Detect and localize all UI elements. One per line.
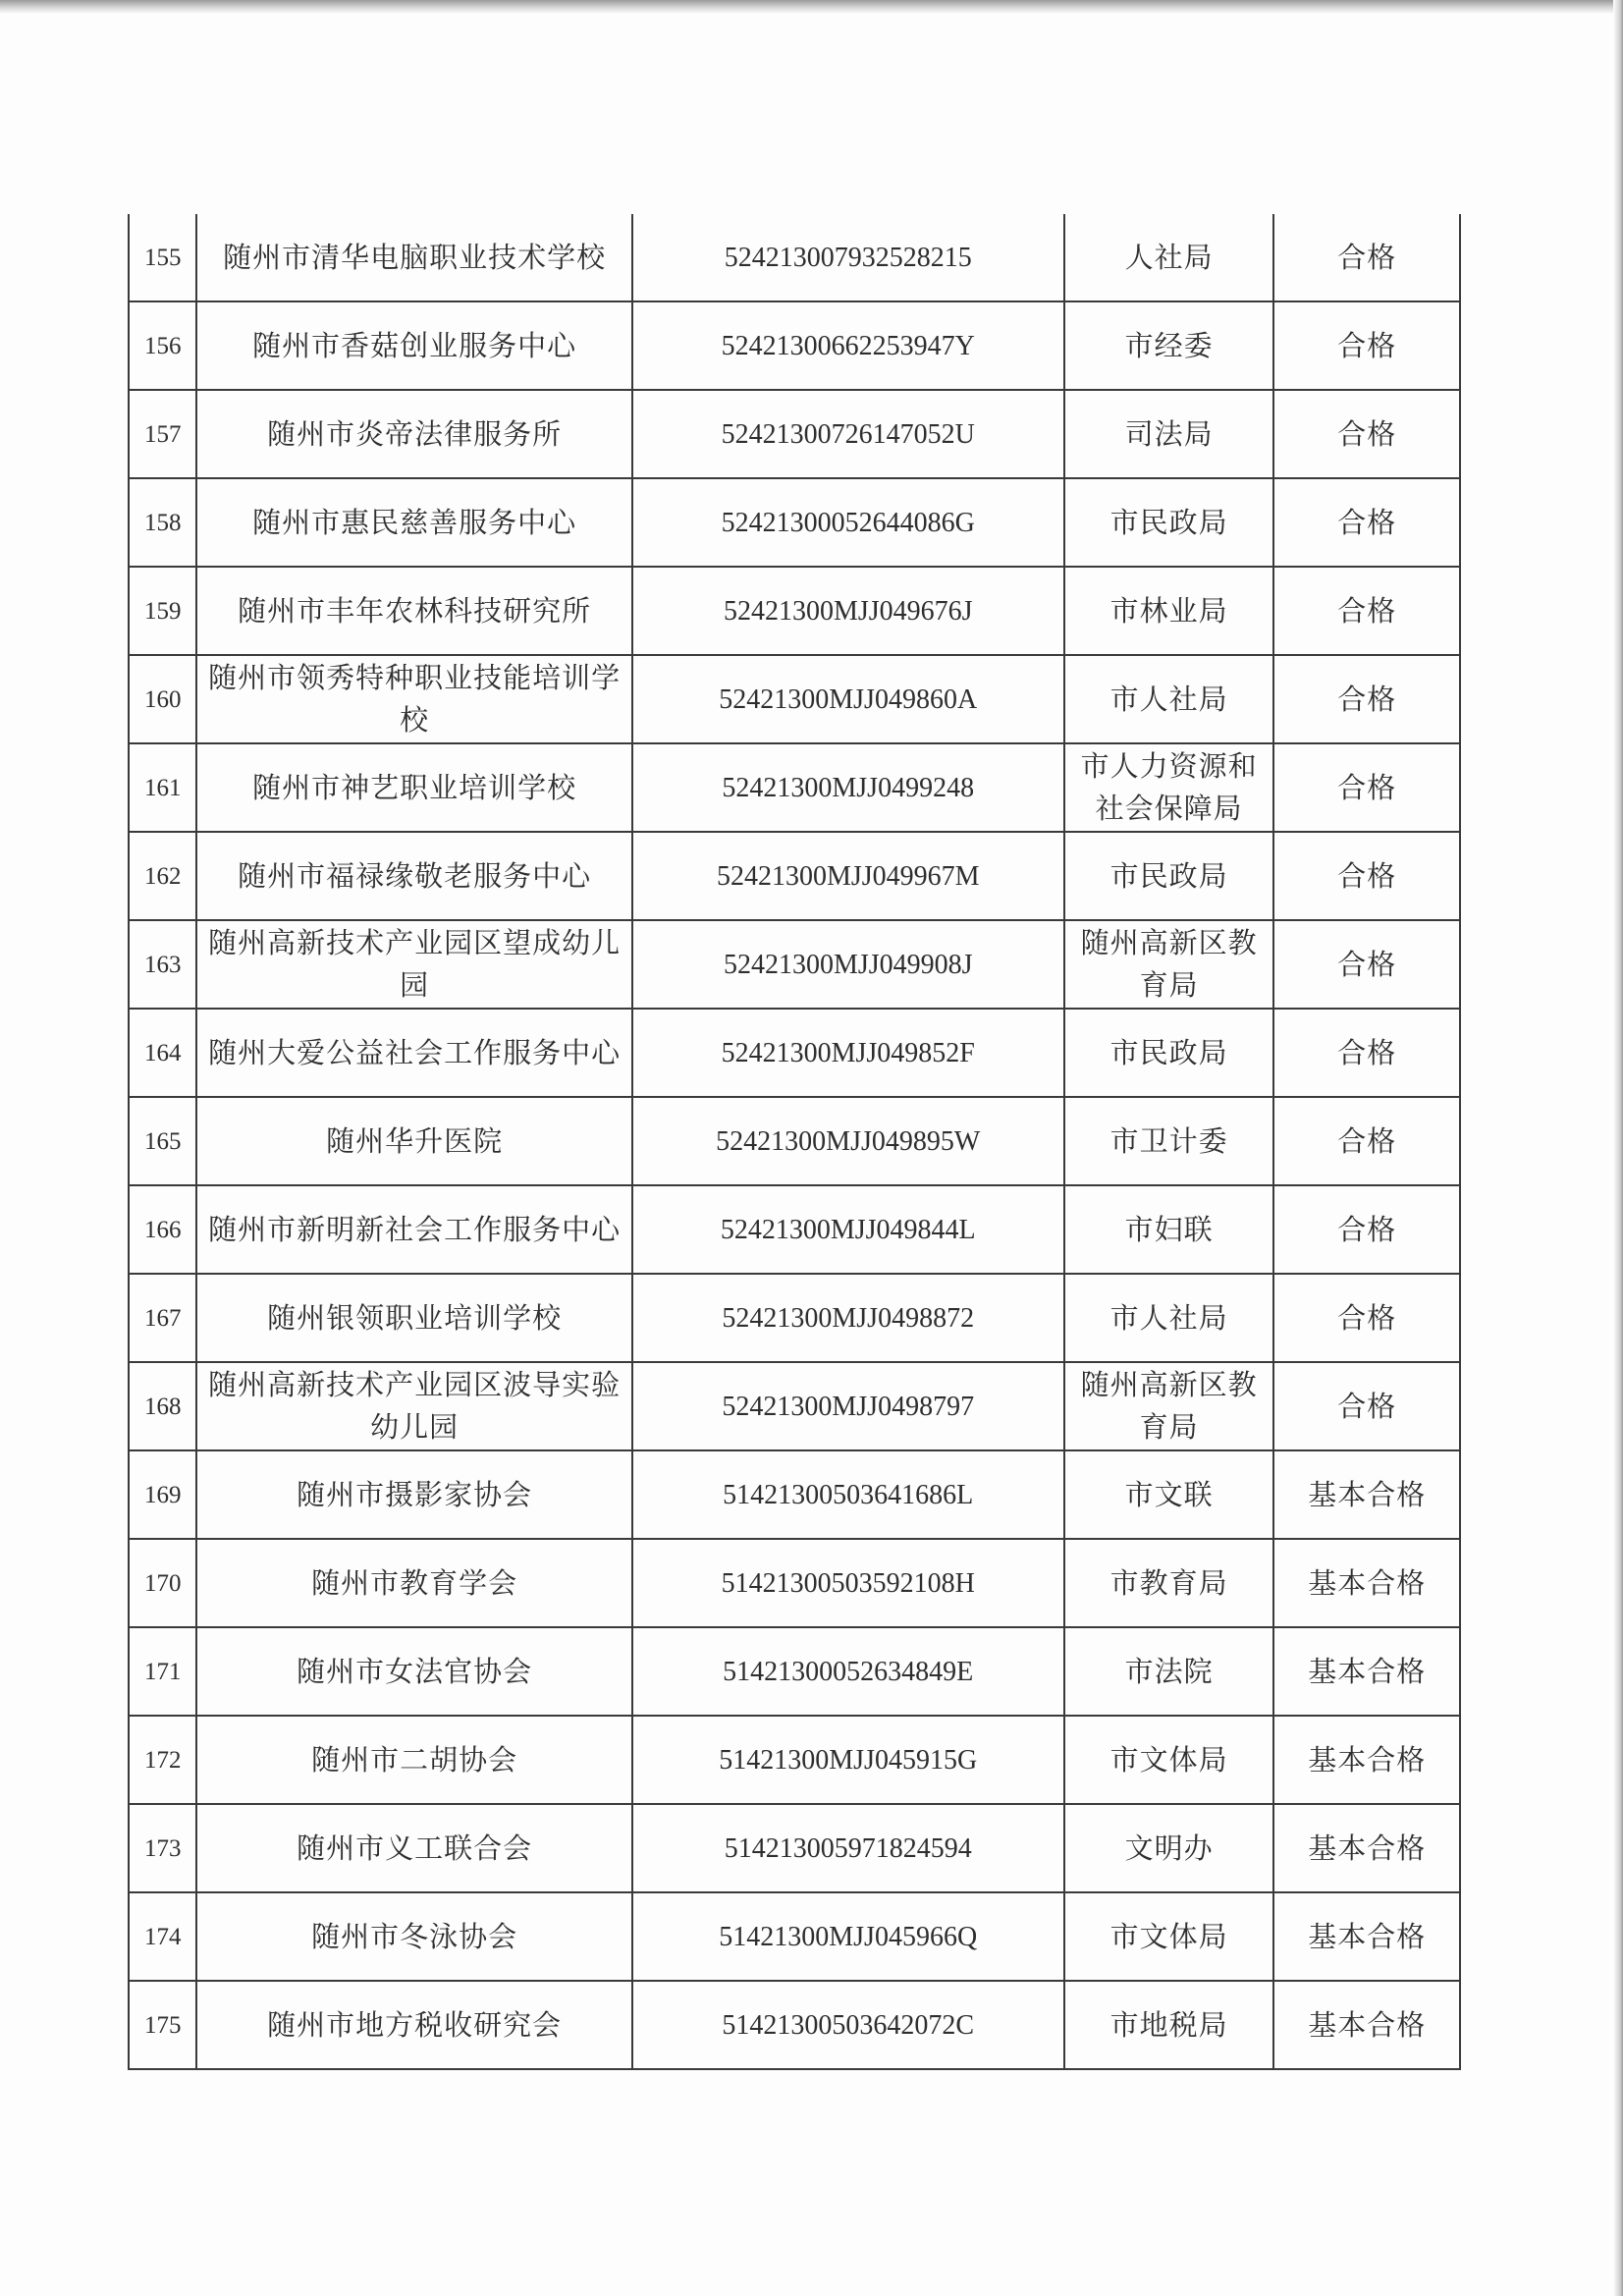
supervising-department: 市人社局: [1064, 1274, 1274, 1362]
row-number: 155: [129, 214, 196, 301]
supervising-department: 市民政局: [1064, 832, 1274, 920]
inspection-result: 合格: [1273, 301, 1460, 390]
organization-name: 随州高新技术产业园区波导实验幼儿园: [196, 1362, 631, 1450]
credit-code: 514213005971824594: [632, 1804, 1064, 1892]
table-row: [129, 567, 1460, 655]
table-row: [129, 1274, 1460, 1362]
organization-name: 随州市领秀特种职业技能培训学校: [196, 655, 631, 743]
inspection-result: 合格: [1273, 567, 1460, 655]
row-number: 157: [129, 390, 196, 478]
inspection-result: 基本合格: [1273, 1981, 1460, 2069]
organization-name: 随州市香菇创业服务中心: [196, 301, 631, 390]
row-number: 173: [129, 1804, 196, 1892]
supervising-department: 市民政局: [1064, 478, 1274, 567]
inspection-result: 合格: [1273, 655, 1460, 743]
supervising-department: 文明办: [1064, 1804, 1274, 1892]
inspection-result: 合格: [1273, 1185, 1460, 1274]
table-row: [129, 301, 1460, 390]
table-row: [129, 1627, 1460, 1716]
credit-code: 52421300MJJ0498797: [632, 1362, 1064, 1450]
row-number: 170: [129, 1539, 196, 1627]
row-number: 175: [129, 1981, 196, 2069]
inspection-result: 基本合格: [1273, 1450, 1460, 1539]
table-row: [129, 1892, 1460, 1981]
row-number: 158: [129, 478, 196, 567]
inspection-result: 合格: [1273, 920, 1460, 1009]
organization-name: 随州市惠民慈善服务中心: [196, 478, 631, 567]
supervising-department: 市林业局: [1064, 567, 1274, 655]
organization-name: 随州银领职业培训学校: [196, 1274, 631, 1362]
organization-name: 随州市义工联合会: [196, 1804, 631, 1892]
organization-name: 随州高新技术产业园区望成幼儿园: [196, 920, 631, 1009]
credit-code: 51421300503592108H: [632, 1539, 1064, 1627]
supervising-department: 市人力资源和社会保障局: [1064, 743, 1274, 832]
table-row: [129, 1450, 1460, 1539]
inspection-result: 合格: [1273, 832, 1460, 920]
organization-name: 随州华升医院: [196, 1097, 631, 1185]
table-row: [129, 1185, 1460, 1274]
organization-name: 随州市新明新社会工作服务中心: [196, 1185, 631, 1274]
inspection-result: 基本合格: [1273, 1716, 1460, 1804]
inspection-result: 合格: [1273, 1274, 1460, 1362]
supervising-department: 市法院: [1064, 1627, 1274, 1716]
table-row: [129, 390, 1460, 478]
table-row: [129, 743, 1460, 832]
supervising-department: 市教育局: [1064, 1539, 1274, 1627]
supervising-department: 市妇联: [1064, 1185, 1274, 1274]
organization-name: 随州市炎帝法律服务所: [196, 390, 631, 478]
supervising-department: 市地税局: [1064, 1981, 1274, 2069]
row-number: 167: [129, 1274, 196, 1362]
organization-name: 随州大爱公益社会工作服务中心: [196, 1009, 631, 1097]
table-row: [129, 832, 1460, 920]
table-row: [129, 1539, 1460, 1627]
credit-code: 524213007932528215: [632, 214, 1064, 301]
supervising-department: 市卫计委: [1064, 1097, 1274, 1185]
supervising-department: 市文体局: [1064, 1716, 1274, 1804]
row-number: 174: [129, 1892, 196, 1981]
row-number: 172: [129, 1716, 196, 1804]
organization-name: 随州市福禄缘敬老服务中心: [196, 832, 631, 920]
supervising-department: 市人社局: [1064, 655, 1274, 743]
row-number: 156: [129, 301, 196, 390]
row-number: 164: [129, 1009, 196, 1097]
credit-code: 51421300503641686L: [632, 1450, 1064, 1539]
credit-code: 51421300MJJ045966Q: [632, 1892, 1064, 1981]
credit-code: 52421300MJJ049844L: [632, 1185, 1064, 1274]
credit-code: 52421300MJJ049852F: [632, 1009, 1064, 1097]
organization-table: [128, 214, 1461, 2070]
row-number: 171: [129, 1627, 196, 1716]
inspection-result: 基本合格: [1273, 1804, 1460, 1892]
table-row: [129, 1716, 1460, 1804]
credit-code: 52421300MJJ0498872: [632, 1274, 1064, 1362]
table-row: [129, 1362, 1460, 1450]
table-row: [129, 1009, 1460, 1097]
scan-top-edge: [0, 0, 1623, 14]
organization-table-grid: [128, 214, 1461, 2070]
organization-name: 随州市清华电脑职业技术学校: [196, 214, 631, 301]
inspection-result: 合格: [1273, 1009, 1460, 1097]
table-row: [129, 478, 1460, 567]
organization-name: 随州市摄影家协会: [196, 1450, 631, 1539]
scan-right-edge: [1613, 0, 1623, 2296]
organization-name: 随州市教育学会: [196, 1539, 631, 1627]
organization-name: 随州市女法官协会: [196, 1627, 631, 1716]
credit-code: 51421300052634849E: [632, 1627, 1064, 1716]
inspection-result: 合格: [1273, 743, 1460, 832]
row-number: 163: [129, 920, 196, 1009]
table-row: [129, 214, 1460, 301]
credit-code: 52421300MJJ049895W: [632, 1097, 1064, 1185]
supervising-department: 司法局: [1064, 390, 1274, 478]
supervising-department: 随州高新区教育局: [1064, 920, 1274, 1009]
row-number: 165: [129, 1097, 196, 1185]
supervising-department: 人社局: [1064, 214, 1274, 301]
supervising-department: 市文体局: [1064, 1892, 1274, 1981]
inspection-result: 基本合格: [1273, 1892, 1460, 1981]
credit-code: 52421300MJJ049860A: [632, 655, 1064, 743]
table-row: [129, 655, 1460, 743]
row-number: 159: [129, 567, 196, 655]
row-number: 168: [129, 1362, 196, 1450]
organization-name: 随州市神艺职业培训学校: [196, 743, 631, 832]
table-row: [129, 920, 1460, 1009]
row-number: 160: [129, 655, 196, 743]
inspection-result: 合格: [1273, 1362, 1460, 1450]
credit-code: 52421300MJJ049676J: [632, 567, 1064, 655]
table-body: [129, 214, 1460, 2069]
supervising-department: 随州高新区教育局: [1064, 1362, 1274, 1450]
credit-code: 52421300726147052U: [632, 390, 1064, 478]
credit-code: 52421300MJJ049967M: [632, 832, 1064, 920]
table-row: [129, 1981, 1460, 2069]
table-row: [129, 1804, 1460, 1892]
organization-name: 随州市地方税收研究会: [196, 1981, 631, 2069]
row-number: 162: [129, 832, 196, 920]
row-number: 169: [129, 1450, 196, 1539]
credit-code: 51421300MJJ045915G: [632, 1716, 1064, 1804]
inspection-result: 合格: [1273, 478, 1460, 567]
organization-name: 随州市二胡协会: [196, 1716, 631, 1804]
table-row: [129, 1097, 1460, 1185]
organization-name: 随州市冬泳协会: [196, 1892, 631, 1981]
organization-name: 随州市丰年农林科技研究所: [196, 567, 631, 655]
inspection-result: 基本合格: [1273, 1627, 1460, 1716]
supervising-department: 市经委: [1064, 301, 1274, 390]
credit-code: 52421300MJJ049908J: [632, 920, 1064, 1009]
credit-code: 52421300MJJ0499248: [632, 743, 1064, 832]
credit-code: 51421300503642072C: [632, 1981, 1064, 2069]
credit-code: 52421300052644086G: [632, 478, 1064, 567]
inspection-result: 合格: [1273, 390, 1460, 478]
supervising-department: 市民政局: [1064, 1009, 1274, 1097]
credit-code: 52421300662253947Y: [632, 301, 1064, 390]
inspection-result: 基本合格: [1273, 1539, 1460, 1627]
row-number: 161: [129, 743, 196, 832]
row-number: 166: [129, 1185, 196, 1274]
inspection-result: 合格: [1273, 214, 1460, 301]
inspection-result: 合格: [1273, 1097, 1460, 1185]
supervising-department: 市文联: [1064, 1450, 1274, 1539]
